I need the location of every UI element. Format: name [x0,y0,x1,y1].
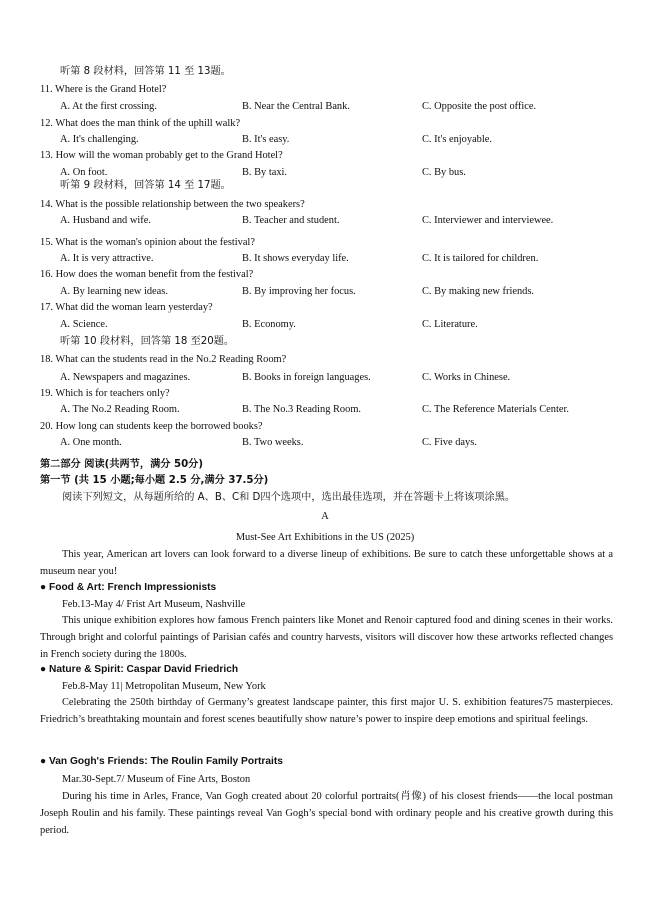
question-19-option-b[interactable]: B. The No.3 Reading Room. [242,404,362,415]
question-13-option-c[interactable]: C. By bus. [422,167,466,178]
exhibition-3-details: Mar.30-Sept.7/ Museum of Fine Arts, Boston [62,774,251,785]
question-15-option-b[interactable]: B. It shows everyday life. [242,253,349,264]
question-17-stem: 17. What did the woman learn yesterday? [40,302,213,313]
question-12-option-c[interactable]: C. It's enjoyable. [422,134,492,145]
material-10-intro: 听第 10 段材料，回答第 18 至20题。 [60,336,235,347]
question-11-stem: 11. Where is the Grand Hotel? [40,84,167,95]
question-19-stem: 19. Which is for teachers only? [40,388,170,399]
question-20-option-c[interactable]: C. Five days. [422,437,477,448]
reading-instructions: 阅读下列短文，从每题所给的 A、B、C和 D四个选项中，选出最佳选项，并在答题卡上将该项涂黑。 [62,492,516,503]
material-8-intro: 听第 8 段材料，回答第 11 至 13题。 [60,66,231,77]
question-17-option-c[interactable]: C. Literature. [422,319,478,330]
question-14-option-c[interactable]: C. Interviewer and interviewee. [422,215,554,226]
question-11-option-c[interactable]: C. Opposite the post office. [422,101,537,112]
exhibition-3-body-text: During his time in Arles, France, Van Gogh created about 20 colorful portraits(肖像) of his closest friends——the local postman Joseph Roulin and his family. These paintings reveal Van Gogh’s special bond with ordinary people and his creative growth during this period. [40,791,613,836]
part-two-title: 第二部分 阅读(共两节，满分 50分) [40,459,204,470]
passage-intro-text: This year, American art lovers can look forward to a diverse lineup of exhibitions. Be sure to catch these unforgettable shows at a museum near you! [40,549,613,577]
exhibition-3-title [40,755,283,769]
question-12-option-a[interactable]: A. It's challenging. [60,134,139,145]
question-20-stem: 20. How long can students keep the borrowed books? [40,421,263,432]
passage-title: Must-See Art Exhibitions in the US (2025) [235,532,415,543]
question-12-stem: 12. What does the man think of the uphill walk? [40,118,241,129]
exhibition-2-title [40,663,238,677]
exhibition-2-body [40,694,613,728]
exhibition-2-details: Feb.8-May 11| Metropolitan Museum, New York [62,681,266,692]
question-17-option-b[interactable]: B. Economy. [242,319,296,330]
exhibition-1-body-text: This unique exhibition explores how famous French painters like Monet and Renoir captured food and dining scenes in their works. Through bright and colorful paintings of Parisian cafés and country harvests, visitors will discover how these artworks reflected changes in French society during the 1800s. [40,615,613,660]
bullet-icon: ● [40,664,47,675]
question-15-stem: 15. What is the woman's opinion about the festival? [40,237,255,248]
question-16-option-b[interactable]: B. By improving her focus. [242,286,356,297]
bullet-icon: ● [40,582,47,593]
question-20-option-a[interactable]: A. One month. [60,437,122,448]
passage-letter: A [321,511,329,522]
question-18-option-b[interactable]: B. Books in foreign languages. [242,372,371,383]
question-16-option-c[interactable]: C. By making new friends. [422,286,534,297]
question-20-option-b[interactable]: B. Two weeks. [242,437,304,448]
question-14-option-a[interactable]: A. Husband and wife. [60,215,151,226]
question-15-option-c[interactable]: C. It is tailored for children. [422,253,539,264]
question-14-stem: 14. What is the possible relationship between the two speakers? [40,199,305,210]
bullet-icon: ● [40,756,47,767]
exhibition-1-title [40,581,216,595]
exhibition-1-title-text: Food & Art: French Impressionists [49,582,217,593]
question-18-option-a[interactable]: A. Newspapers and magazines. [60,372,191,383]
question-11-option-a[interactable]: A. At the first crossing. [60,101,157,112]
passage-intro [40,546,613,580]
question-11-option-b[interactable]: B. Near the Central Bank. [242,101,350,112]
question-18-option-c[interactable]: C. Works in Chinese. [422,372,511,383]
question-16-stem: 16. How does the woman benefit from the festival? [40,269,254,280]
exhibition-1-body [40,612,613,663]
section-one-title: 第一节 (共 15 小题;每小题 2.5 分,满分 37.5分) [40,475,269,486]
question-19-option-a[interactable]: A. The No.2 Reading Room. [60,404,180,415]
material-9-intro: 听第 9 段材料，回答第 14 至 17题。 [60,180,231,191]
exhibition-1-details: Feb.13-May 4/ Frist Art Museum, Nashville [62,599,246,610]
question-16-option-a[interactable]: A. By learning new ideas. [60,286,168,297]
question-14-option-b[interactable]: B. Teacher and student. [242,215,340,226]
exhibition-2-title-text: Nature & Spirit: Caspar David Friedrich [49,664,239,675]
question-13-stem: 13. How will the woman probably get to the Grand Hotel? [40,150,283,161]
question-19-option-c[interactable]: C. The Reference Materials Center. [422,404,569,415]
question-13-option-a[interactable]: A. On foot. [60,167,108,178]
exhibition-3-title-text: Van Gogh's Friends: The Roulin Family Portraits [49,756,283,767]
question-13-option-b[interactable]: B. By taxi. [242,167,288,178]
question-17-option-a[interactable]: A. Science. [60,319,108,330]
exhibition-3-body [40,788,613,839]
exhibition-2-body-text: Celebrating the 250th birthday of Germany’s greatest landscape painter, this first major U. S. exhibition features75 masterpieces. Friedrich’s breathtaking mountain and forest scenes beautifully show nature’s power to inspire deep emotions and spiritual feelings. [40,697,613,725]
question-18-stem: 18. What can the students read in the No.2 Reading Room? [40,354,287,365]
question-15-option-a[interactable]: A. It is very attractive. [60,253,154,264]
question-12-option-b[interactable]: B. It's easy. [242,134,290,145]
